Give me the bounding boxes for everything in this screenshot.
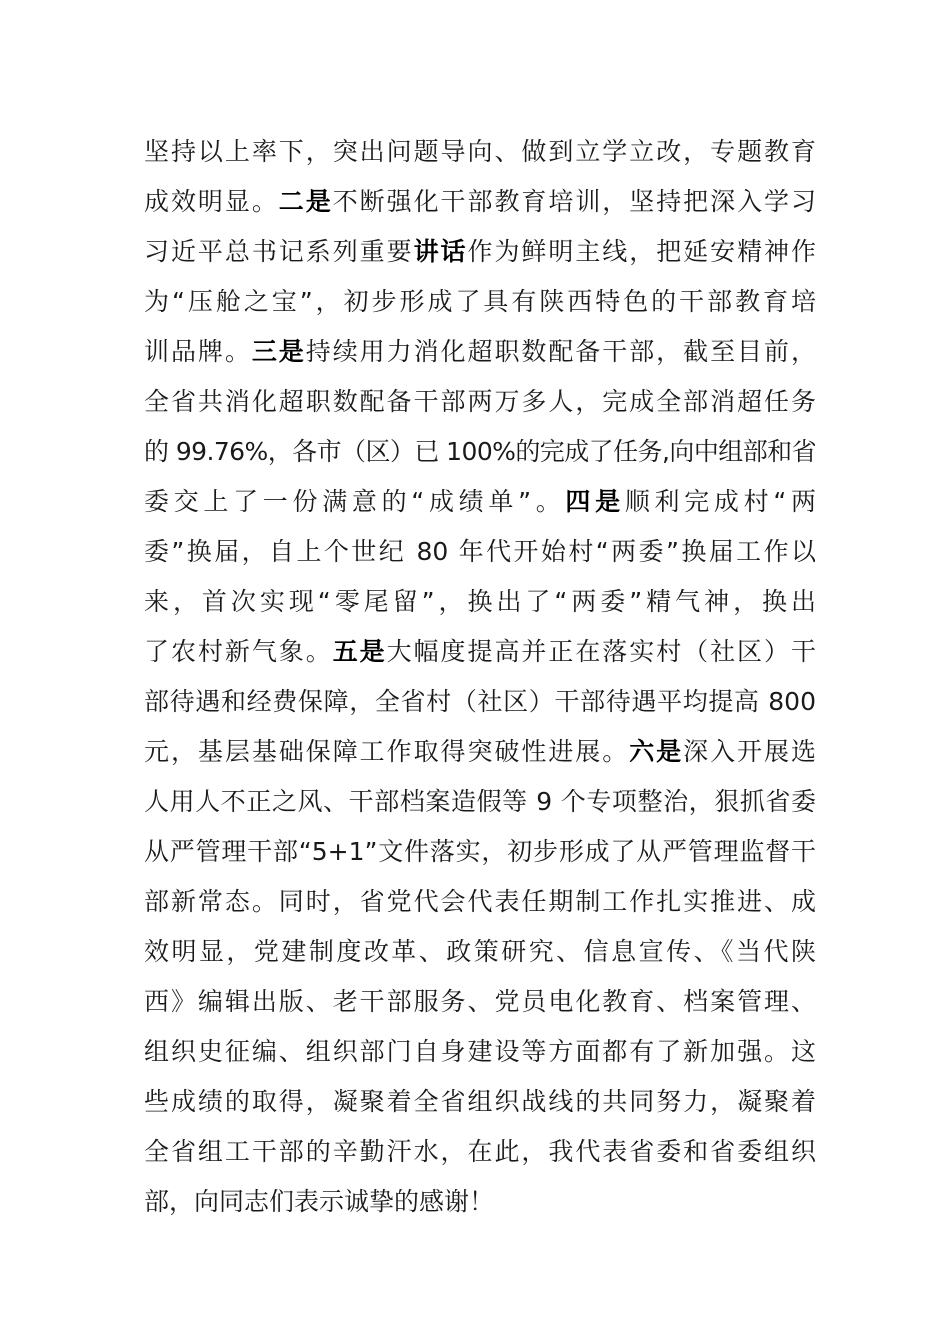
text-line: [144, 377, 816, 427]
text-run: 顺利完成村“两: [624, 487, 816, 516]
text-run: 不断强化干部教育培训，坚持把深入学习: [332, 187, 816, 216]
text-line: [144, 677, 816, 727]
text-line: [144, 1027, 816, 1077]
text-run: 西》编辑出版、老干部服务、党员电化教育、档案管理、: [144, 987, 816, 1016]
text-line: [144, 127, 816, 177]
text-run: 习近平总书记系列重要: [144, 237, 414, 266]
text-run: 深入开展选: [683, 737, 816, 766]
text-line: [144, 577, 816, 627]
emphasis-text: 三是: [251, 337, 306, 366]
text-line: [144, 927, 816, 977]
emphasis-text: 二是: [278, 187, 333, 216]
text-line: [144, 827, 816, 877]
text-run: 了农村新气象。: [144, 637, 333, 666]
text-run: 部，向同志们表示诚挚的感谢！: [144, 1187, 495, 1216]
emphasis-text: 五是: [332, 637, 387, 666]
text-run: 部待遇和经费保障，全省村（社区）干部待遇平均提高 800: [144, 687, 816, 716]
text-run: 效明显，党建制度改革、政策研究、信息宣传、《当代陕: [144, 937, 816, 966]
text-run: 从严管理干部“5+1”文件落实，初步形成了从严管理监督干: [144, 837, 816, 866]
text-run: 委交上了一份满意的“成绩单”。: [144, 487, 566, 516]
text-run: 的 99.76%，各市（区）已 100%的完成了任务,向中组部和省: [144, 437, 816, 466]
text-run: 为“压舱之宝”，初步形成了具有陕西特色的干部教育培: [144, 287, 816, 316]
text-line: [144, 1177, 816, 1227]
text-run: 人用人不正之风、干部档案造假等 9 个专项整治，狠抓省委: [144, 787, 816, 816]
text-line: [144, 727, 816, 777]
emphasis-text: 六是: [629, 737, 684, 766]
text-line: [144, 227, 816, 277]
text-line: [144, 1077, 816, 1127]
text-line: [144, 527, 816, 577]
text-run: 持续用力消化超职数配备干部，截至目前，: [305, 337, 816, 366]
text-run: 来，首次实现“零尾留”，换出了“两委”精气神，换出: [144, 587, 816, 616]
text-line: [144, 627, 816, 677]
text-run: 训品牌。: [144, 337, 252, 366]
text-run: 部新常态。同时，省党代会代表任期制工作扎实推进、成: [144, 887, 816, 916]
text-line: [144, 477, 816, 527]
text-line: [144, 177, 816, 227]
text-line: [144, 1127, 816, 1177]
text-run: 大幅度提高并正在落实村（社区）干: [386, 637, 816, 666]
text-run: 全省共消化超职数配备干部两万多人，完成全部消超任务: [144, 387, 816, 416]
text-run: 元，基层基础保障工作取得突破性进展。: [144, 737, 630, 766]
text-run: 委”换届，自上个世纪 80 年代开始村“两委”换届工作以: [144, 537, 816, 566]
text-run: 坚持以上率下，突出问题导向、做到立学立改，专题教育: [144, 137, 816, 166]
text-line: [144, 427, 816, 477]
text-run: 全省组工干部的辛勤汗水，在此，我代表省委和省委组织: [144, 1137, 816, 1166]
emphasis-text: 讲话: [413, 237, 468, 266]
text-run: 成效明显。: [144, 187, 279, 216]
text-run: 作为鲜明主线，把延安精神作: [467, 237, 816, 266]
emphasis-text: 四是: [565, 487, 625, 516]
text-line: [144, 977, 816, 1027]
text-line: [144, 777, 816, 827]
text-line: [144, 327, 816, 377]
text-line: [144, 277, 816, 327]
text-run: 些成绩的取得，凝聚着全省组织战线的共同努力，凝聚着: [144, 1087, 816, 1116]
text-run: 组织史征编、组织部门自身建设等方面都有了新加强。这: [144, 1037, 816, 1066]
body-paragraph: [144, 127, 816, 1227]
text-line: [144, 877, 816, 927]
